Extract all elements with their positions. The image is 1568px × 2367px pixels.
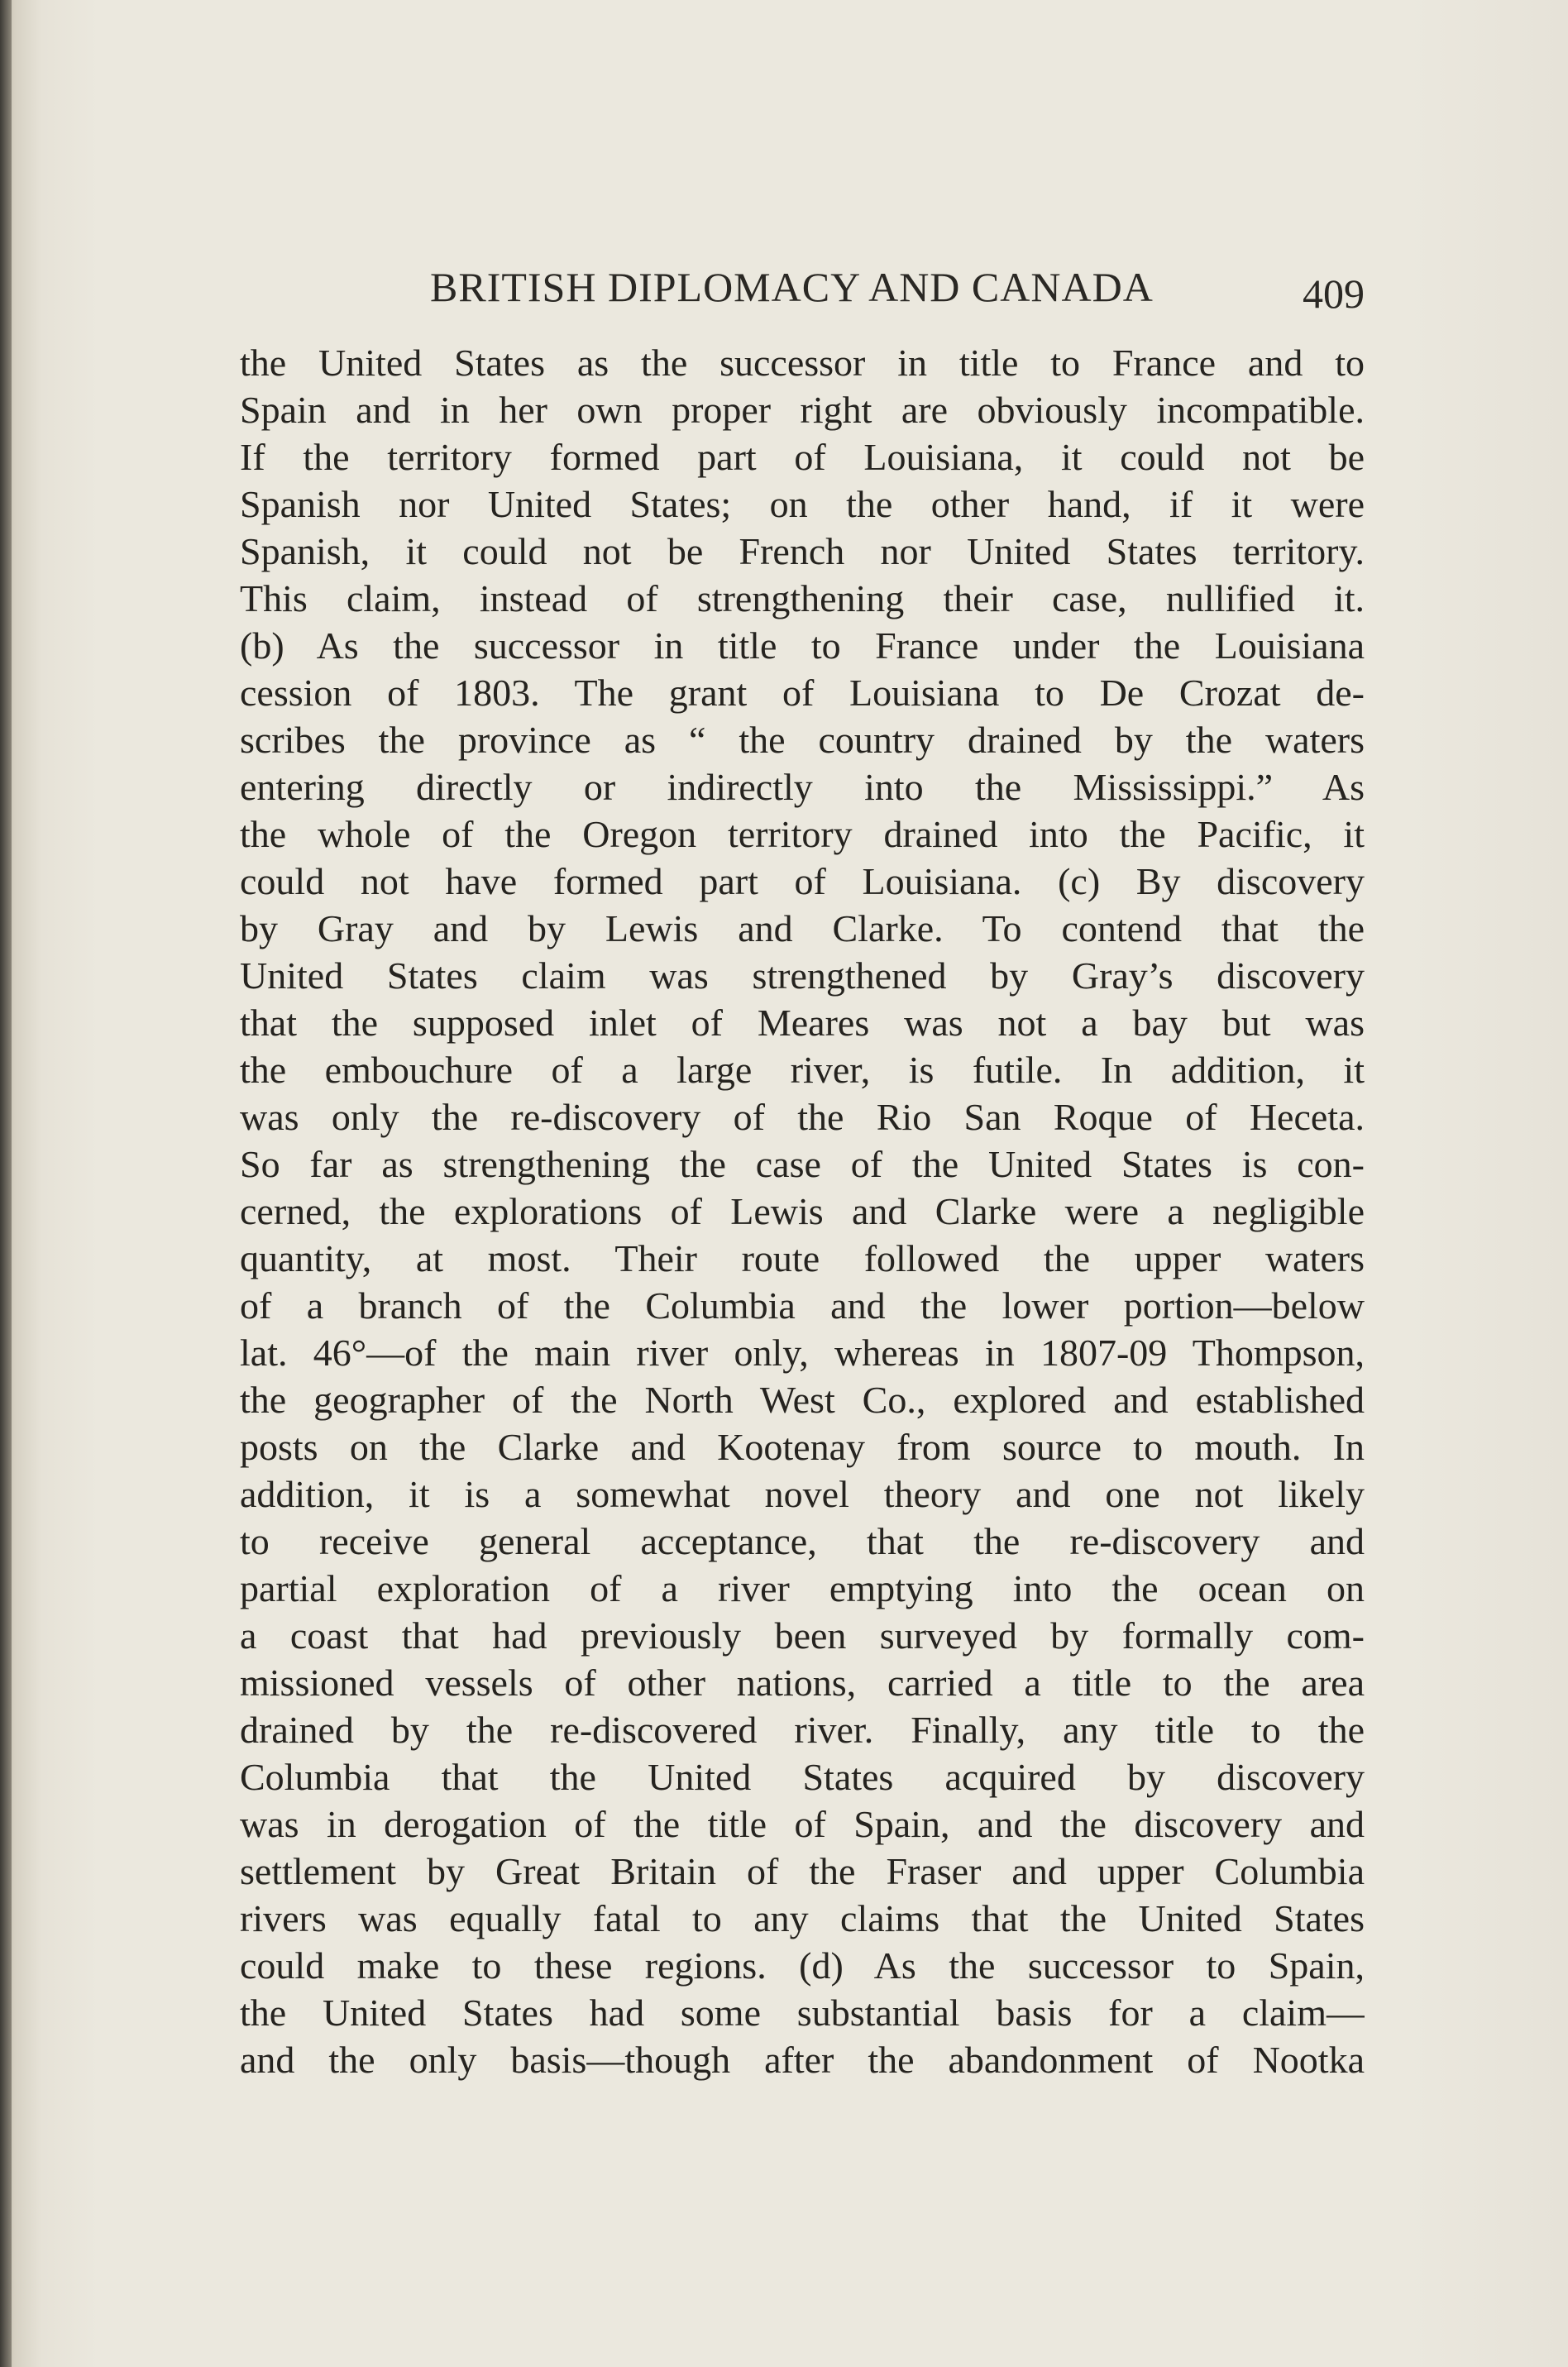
text-line: addition, it is a somewhat novel theory and one not likely — [240, 1473, 1365, 1515]
running-title: BRITISH DIPLOMACY AND CANADA — [430, 264, 1154, 310]
body-text — [240, 339, 1365, 2083]
text-line: by Gray and by Lewis and Clarke. To contend that the — [240, 907, 1365, 949]
text-line: the embouchure of a large river, is futile. In addition, it — [240, 1049, 1365, 1091]
text-line: posts on the Clarke and Kootenay from source to mouth. In — [240, 1426, 1365, 1468]
text-line: Spanish, it could not be French nor United States territory. — [240, 530, 1365, 572]
text-line: missioned vessels of other nations, carried a title to the area — [240, 1662, 1365, 1704]
text-line: the United States as the successor in title to France and to — [240, 342, 1365, 384]
text-line: that the supposed inlet of Meares was not a bay but was — [240, 1002, 1365, 1044]
text-line: could not have formed part of Louisiana. (c) By discovery — [240, 860, 1365, 902]
text-line: rivers was equally fatal to any claims that the United States — [240, 1897, 1365, 1939]
text-line: could make to these regions. (d) As the successor to Spain, — [240, 1944, 1365, 1987]
page-number: 409 — [1303, 270, 1365, 317]
text-line: scribes the province as “ the country drained by the waters — [240, 719, 1365, 761]
text-line: entering directly or indirectly into the Mississippi.” As — [240, 766, 1365, 808]
text-line: cession of 1803. The grant of Louisiana to De Crozat de- — [240, 672, 1365, 714]
text-line: So far as strengthening the case of the United States is con- — [240, 1143, 1365, 1185]
text-line: United States claim was strengthened by Gray’s discovery — [240, 954, 1365, 997]
text-line: the United States had some substantial basis for a claim— — [240, 1992, 1365, 2034]
text-line: If the territory formed part of Louisiana, it could not be — [240, 436, 1365, 478]
page-header — [240, 263, 1365, 321]
text-line: settlement by Great Britain of the Fraser and upper Columbia — [240, 1850, 1365, 1892]
binding-gutter — [0, 0, 12, 2367]
text-line: Columbia that the United States acquired by discovery — [240, 1756, 1365, 1798]
text-line: and the only basis—though after the abandonment of Nootka — [240, 2039, 1365, 2081]
text-line: was in derogation of the title of Spain, and the discovery and — [240, 1803, 1365, 1845]
text-line: drained by the re-discovered river. Finally, any title to the — [240, 1709, 1365, 1751]
text-line: to receive general acceptance, that the re-discovery and — [240, 1520, 1365, 1562]
text-line: Spanish nor United States; on the other hand, if it were — [240, 483, 1365, 525]
text-line: quantity, at most. Their route followed the upper waters — [240, 1237, 1365, 1279]
text-line: the whole of the Oregon territory drained into the Pacific, it — [240, 813, 1365, 855]
text-line: of a branch of the Columbia and the lower portion—below — [240, 1284, 1365, 1327]
text-line: (b) As the successor in title to France under the Louisiana — [240, 624, 1365, 667]
text-line: was only the re-discovery of the Rio San Roque of Heceta. — [240, 1096, 1365, 1138]
text-line: lat. 46°—of the main river only, whereas in 1807-09 Thompson, — [240, 1332, 1365, 1374]
text-line: a coast that had previously been surveyed by formally com- — [240, 1614, 1365, 1657]
text-line: partial exploration of a river emptying into the ocean on — [240, 1567, 1365, 1609]
text-line: Spain and in her own proper right are obviously incompatible. — [240, 389, 1365, 431]
text-line: the geographer of the North West Co., explored and established — [240, 1379, 1365, 1421]
text-line: This claim, instead of strengthening their case, nullified it. — [240, 577, 1365, 619]
text-line: cerned, the explorations of Lewis and Clarke were a negligible — [240, 1190, 1365, 1232]
